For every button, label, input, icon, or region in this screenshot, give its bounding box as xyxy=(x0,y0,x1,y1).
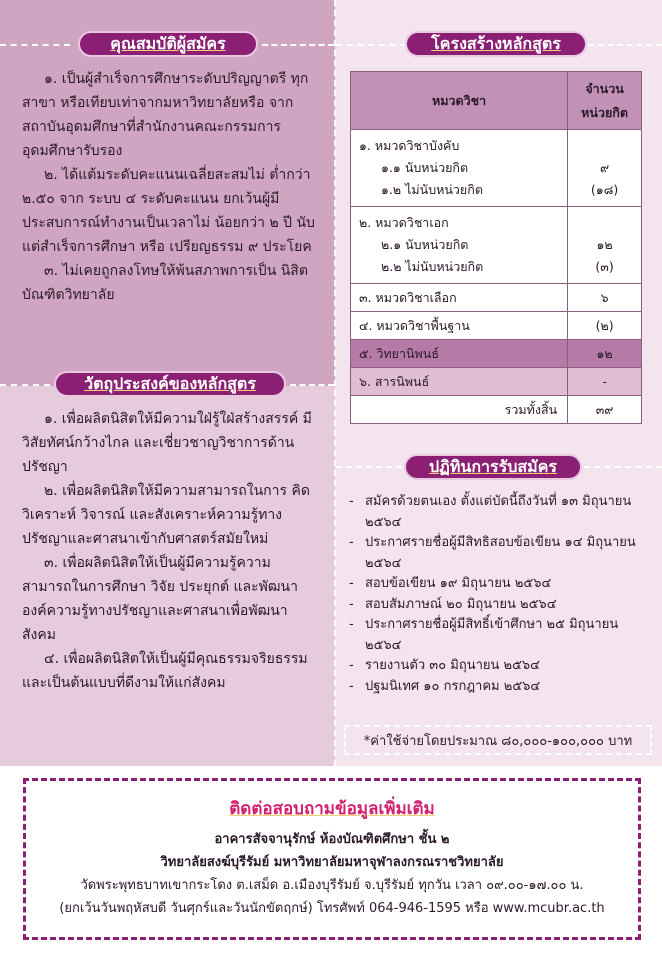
table-cell-credits xyxy=(568,207,642,284)
column-header-credits xyxy=(568,72,642,130)
divider-line xyxy=(336,44,406,46)
schedule-item: - รายงานตัว ๓๐ มิถุนายน ๒๕๖๔ xyxy=(347,656,647,677)
table-row xyxy=(351,284,642,312)
table-cell-category: ๖. สารนิพนธ์ xyxy=(351,368,568,396)
vertical-divider xyxy=(334,0,336,766)
qualifications-heading: คุณสมบัติผู้สมัคร xyxy=(78,31,258,57)
divider-line xyxy=(0,384,50,386)
row-sub-label: ๒.๒ ไม่นับหน่วยกิต xyxy=(381,259,484,274)
contact-heading: ติดต่อสอบถามข้อมูลเพิ่มเติม xyxy=(229,799,435,819)
row-sub-label: ๒.๑ นับหน่วยกิต xyxy=(381,237,469,252)
table-cell-credits: - xyxy=(568,368,642,396)
total-value: ๓๙ xyxy=(568,396,642,424)
table-cell-category xyxy=(351,207,568,284)
objective-item: ๒. เพื่อผลิตนิสิตให้มีความสามารถในการ คิดวิเคราะห์ วิจารณ์ และสังเคราะห์ความรู้ทาง ปรัชญาและศาสนาเข้ากับศาสตร์สมัยใหม่ xyxy=(22,483,310,547)
table-cell-credits: ๖ xyxy=(568,284,642,312)
schedule-item: - ประกาศรายชื่อผู้มีสิทธิสอบข้อเขียน ๑๔ มิถุนายน ๒๕๖๔ xyxy=(347,533,647,574)
table-row xyxy=(351,368,642,396)
qualification-item: ๑. เป็นผู้สำเร็จการศึกษาระดับปริญญาตรี ทุกสาขา หรือเทียบเท่าจากมหาวิทยาลัยหรือ จากสถาบันอุดมศึกษาที่สำนักงานคณะกรรมการ อุดมศึกษารับรอง xyxy=(22,71,309,159)
objective-item: ๑. เพื่อผลิตนิสิตให้มีความใฝ่รู้ใฝ่สร้างสรรค์ มีวิสัยทัศน์กว้างไกล และเชี่ยวชาญวิชาการด้าน ปรัชญา xyxy=(22,411,312,475)
credit-value: (๑๘) xyxy=(590,182,619,197)
contact-building: อาคารสัจจานุรักษ์ ห้องบัณฑิตศึกษา ชั้น ๒ xyxy=(214,832,450,847)
divider-line xyxy=(0,44,70,46)
structure-heading: โครงสร้างหลักสูตร xyxy=(405,31,587,57)
row-sub-label: ๑.๒ ไม่นับหน่วยกิต xyxy=(381,182,483,197)
table-header-row xyxy=(351,72,642,130)
cost-note: *ค่าใช้จ่ายโดยประมาณ ๘๐,๐๐๐-๑๐๐,๐๐๐ บาท xyxy=(344,725,652,755)
credit-value: ๑๒ xyxy=(596,237,613,252)
contact-box xyxy=(23,778,641,940)
divider-line xyxy=(584,466,662,468)
schedule-list xyxy=(347,492,647,697)
schedule-item: - ประกาศรายชื่อผู้มีสิทธิ์เข้าศึกษา ๒๕ มิถุนายน ๒๕๖๔ xyxy=(347,615,647,656)
table-cell-credits: ๑๒ xyxy=(568,340,642,368)
contact-address: วัดพระพุทธบาทเขากระโดง ต.เสม็ด อ.เมืองบุรีรัมย์ จ.บุรีรัมย์ ทุกวัน เวลา ๐๙.๐๐-๑๗.๐๐ น. xyxy=(80,878,584,893)
divider-line xyxy=(262,44,334,46)
objective-item: ๓. เพื่อผลิตนิสิตให้เป็นผู้มีความรู้ความ สามารถในการศึกษา วิจัย ประยุกต์ และพัฒนา องค์ความรู้ทางปรัชญาและศาสนาเพื่อพัฒนา สังคม xyxy=(22,555,298,643)
qualification-item: ๒. ได้แต้มระดับคะแนนเฉลี่ยสะสมไม่ ต่ำกว่า ๒.๕๐ จาก ระบบ ๔ ระดับคะแนน ยกเว้นผู้มีประสบการณ์ทำงานเป็นเวลาไม่ น้อยกว่า ๒ ปี นับแต่สำเร็จการศึกษา หรือ เปรียญธรรม ๙ ประโยค xyxy=(22,167,315,255)
row-label: ๑. หมวดวิชาบังคับ xyxy=(359,138,460,153)
table-cell-category: ๔. หมวดวิชาพื้นฐาน xyxy=(351,312,568,340)
objectives-list xyxy=(22,407,320,695)
table-total-row xyxy=(351,396,642,424)
contact-phone-website: (ยกเว้นวันพฤหัสบดี วันศุกร์และวันนักขัตฤกษ์) โทรศัพท์ 064-946-1595 หรือ www.mcubr.ac.th xyxy=(59,901,605,916)
curriculum-table xyxy=(350,71,642,424)
credit-value: (๓) xyxy=(595,259,614,274)
table-cell-category: ๕. วิทยานิพนธ์ xyxy=(351,340,568,368)
table-row xyxy=(351,312,642,340)
table-cell-category: ๓. หมวดวิชาเลือก xyxy=(351,284,568,312)
credits-header-line2: หน่วยกิต xyxy=(581,104,628,120)
qualification-item: ๓. ไม่เคยถูกลงโทษให้พ้นสภาพการเป็น นิสิตบัณฑิตวิทยาลัย xyxy=(22,263,308,303)
schedule-item: - สอบข้อเขียน ๑๙ มิถุนายน ๒๕๖๔ xyxy=(347,574,647,595)
divider-line xyxy=(588,44,662,46)
total-label: รวมทั้งสิ้น xyxy=(351,396,568,424)
credit-value: ๙ xyxy=(600,160,610,175)
table-cell-credits xyxy=(568,130,642,207)
table-cell-category xyxy=(351,130,568,207)
table-cell-credits: (๒) xyxy=(568,312,642,340)
schedule-item: - ปฐมนิเทศ ๑๐ กรกฎาคม ๒๕๖๔ xyxy=(347,677,647,698)
schedule-item: - สมัครด้วยตนเอง ตั้งแต่บัดนี้ถึงวันที่ ๑๓ มิถุนายน ๒๕๖๔ xyxy=(347,492,647,533)
table-row xyxy=(351,340,642,368)
contact-institution: วิทยาลัยสงฆ์บุรีรัมย์ มหาวิทยาลัยมหาจุฬาลงกรณราชวิทยาลัย xyxy=(160,855,504,870)
column-header-category: หมวดวิชา xyxy=(351,72,568,130)
credits-header-line1: จำนวน xyxy=(585,80,624,96)
objectives-heading: วัตถุประสงค์ของหลักสูตร xyxy=(54,371,286,397)
qualifications-list xyxy=(22,67,320,307)
row-sub-label: ๑.๑ นับหน่วยกิต xyxy=(381,160,469,175)
objective-item: ๔. เพื่อผลิตนิสิตให้เป็นผู้มีคุณธรรมจริยธรรม และเป็นต้นแบบที่ดีงามให้แก่สังคม xyxy=(22,651,308,691)
schedule-item: - สอบสัมภาษณ์ ๒๐ มิถุนายน ๒๕๖๔ xyxy=(347,595,647,616)
table-row xyxy=(351,130,642,207)
divider-line xyxy=(336,466,402,468)
divider-line xyxy=(290,384,334,386)
table-row xyxy=(351,207,642,284)
schedule-heading: ปฏิทินการรับสมัคร xyxy=(404,454,582,480)
row-label: ๒. หมวดวิชาเอก xyxy=(359,215,449,230)
